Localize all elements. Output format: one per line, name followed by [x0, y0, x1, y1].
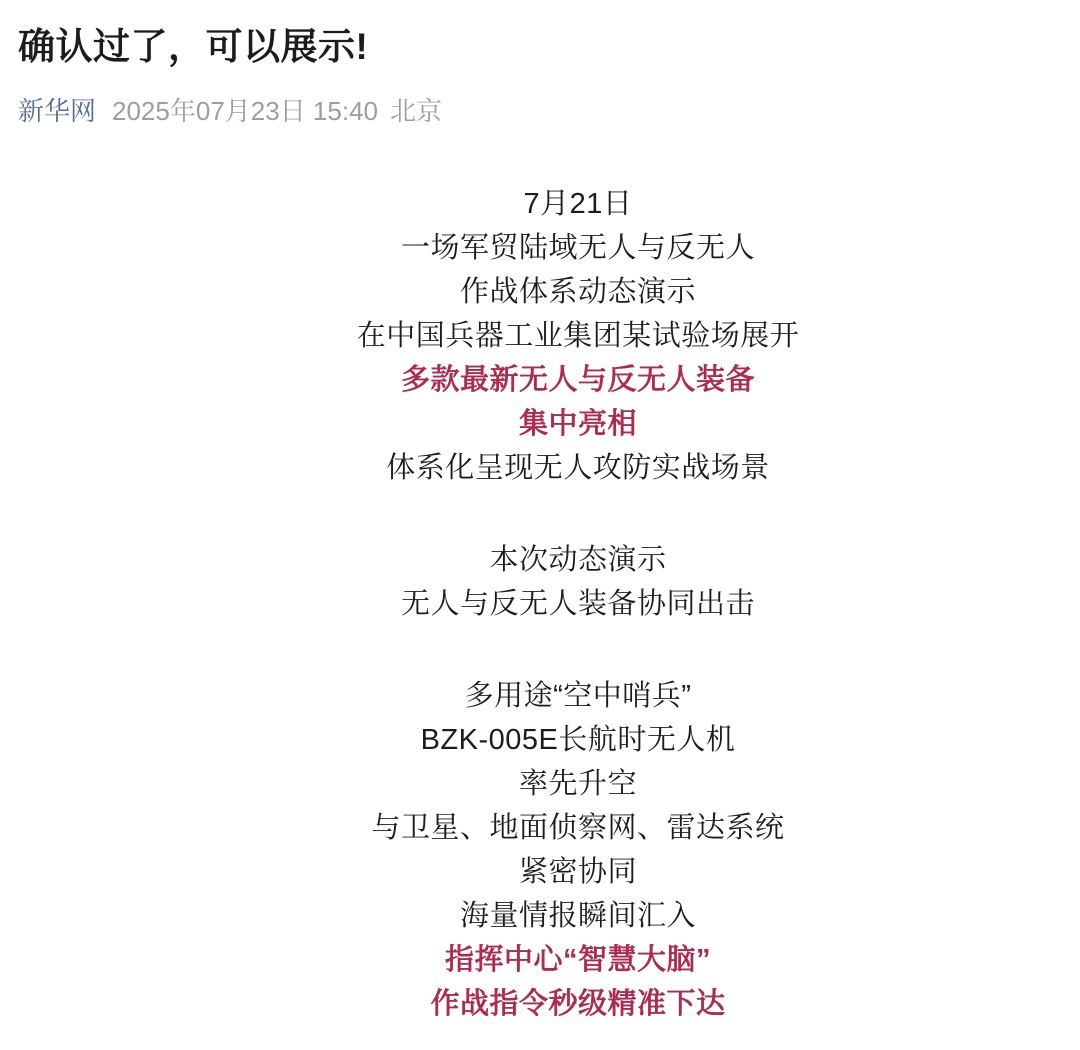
text-line: 7月21日 [523, 188, 633, 220]
paragraph [76, 674, 1080, 1026]
text-line: 作战体系动态演示 [459, 276, 696, 308]
text-line: 本次动态演示 [489, 544, 667, 576]
meta-row [18, 96, 1060, 126]
text-line: BZK-005E长航时无人机 [420, 724, 736, 756]
paragraph [76, 538, 1080, 626]
publish-location: 北京 [389, 96, 442, 126]
publish-date: 2025年07月23日 15:40 [112, 96, 378, 126]
highlight-line: 作战指令秒级精准下达 [430, 988, 726, 1020]
text-line: 无人与反无人装备协同出击 [400, 588, 755, 620]
text-line: 紧密协同 [518, 856, 637, 888]
text-line: 率先升空 [518, 768, 637, 800]
text-line: 在中国兵器工业集团某试验场展开 [356, 320, 800, 352]
text-line: 一场军贸陆域无人与反无人 [400, 232, 755, 264]
article-header [0, 0, 1080, 126]
paragraph [76, 182, 1080, 490]
text-line: 体系化呈现无人攻防实战场景 [386, 452, 770, 484]
text-line: 多用途“空中哨兵” [464, 680, 692, 712]
highlight-line: 指挥中心“智慧大脑” [444, 944, 711, 976]
article-body [76, 182, 1080, 1026]
source-link[interactable]: 新华网 [18, 96, 97, 126]
text-line: 海量情报瞬间汇入 [459, 900, 696, 932]
text-line: 与卫星、地面侦察网、雷达系统 [371, 812, 785, 844]
highlight-line: 集中亮相 [518, 408, 637, 440]
highlight-line: 多款最新无人与反无人装备 [400, 364, 755, 396]
article-title: 确认过了，可以展示! [18, 26, 369, 67]
